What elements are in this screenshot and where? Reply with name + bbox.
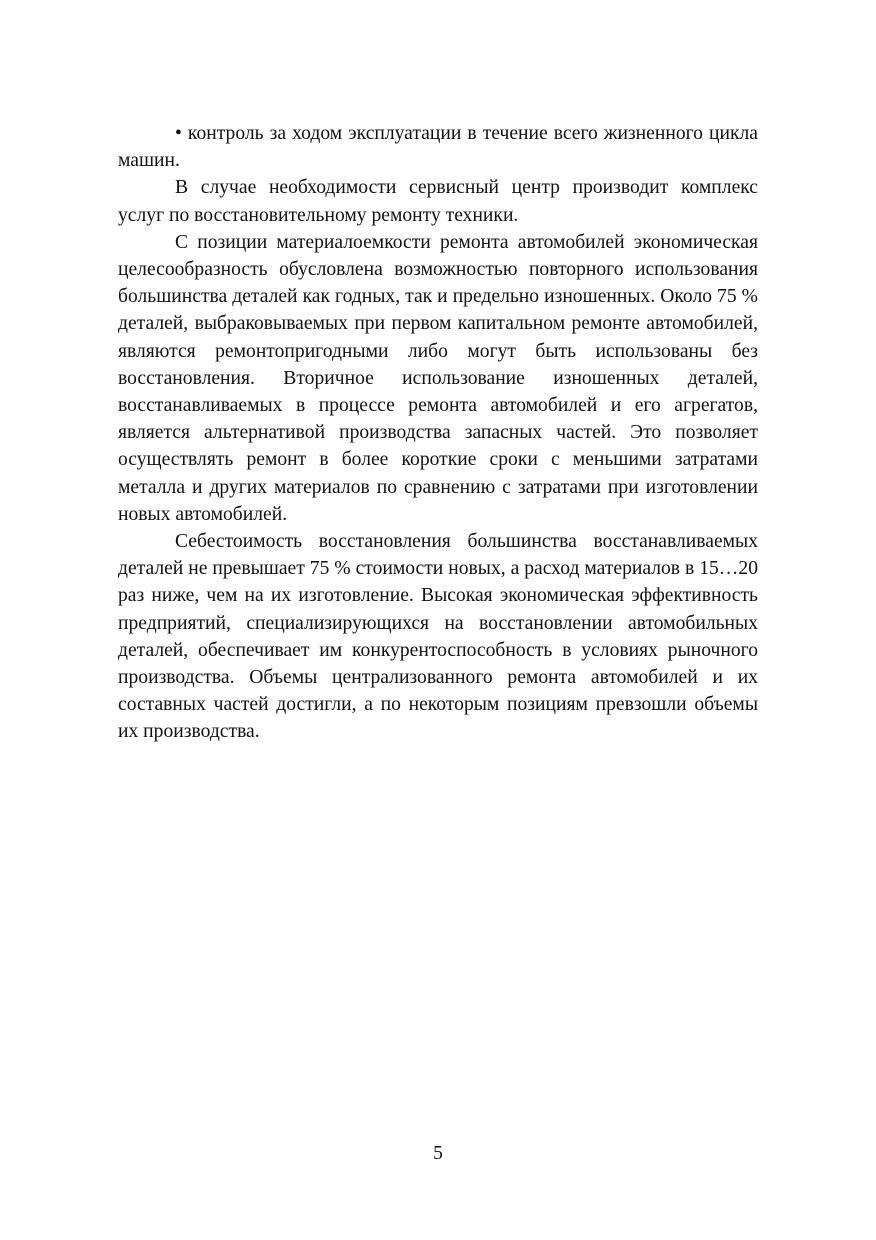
paragraph-service-center: В случае необходимости сервисный центр производит комплекс услуг по восстановительному ремонту техники. — [118, 177, 758, 226]
paragraph-material-intensity: С позиции материалоемкости ремонта автомобилей экономическая целесообразность обусловлена возможностью повторного использования большинства деталей как годных, так и предельно изношенных. Около 75 % деталей, выбраковываемых при первом капитальном ремонте автомобилей, являются ремонтопригодными либо могут быть использованы без восстановления. Вторичное использование изношенных деталей, восстанавливаемых в процессе ремонта автомобилей и его агрегатов, является альтернативой производства запасных частей. Это позволяет осуществлять ремонт в более короткие сроки с меньшими затратами металла и других материалов по сравнению с затратами при изготовлении новых автомобилей. — [118, 231, 758, 525]
paragraph-bullet-lifecycle-control: • контроль за ходом эксплуатации в течение всего жизненного цикла машин. — [118, 123, 758, 172]
page-number: 5 — [433, 1143, 443, 1164]
page-body — [118, 120, 758, 746]
paragraph-restoration-cost: Себестоимость восстановления большинства восстанавливаемых деталей не превышает 75 % стоимости новых, а расход материалов в 15…20 раз ниже, чем на их изготовление. Высокая экономическая эффективность предприятий, специализирующихся на восстановлении автомобильных деталей, обеспечивает им конкурентоспособность в условиях рыночного производства. Объемы централизованного ремонта автомобилей и их составных частей достигли, а по некоторым позициям превзошли объемы их производства. — [118, 531, 758, 743]
